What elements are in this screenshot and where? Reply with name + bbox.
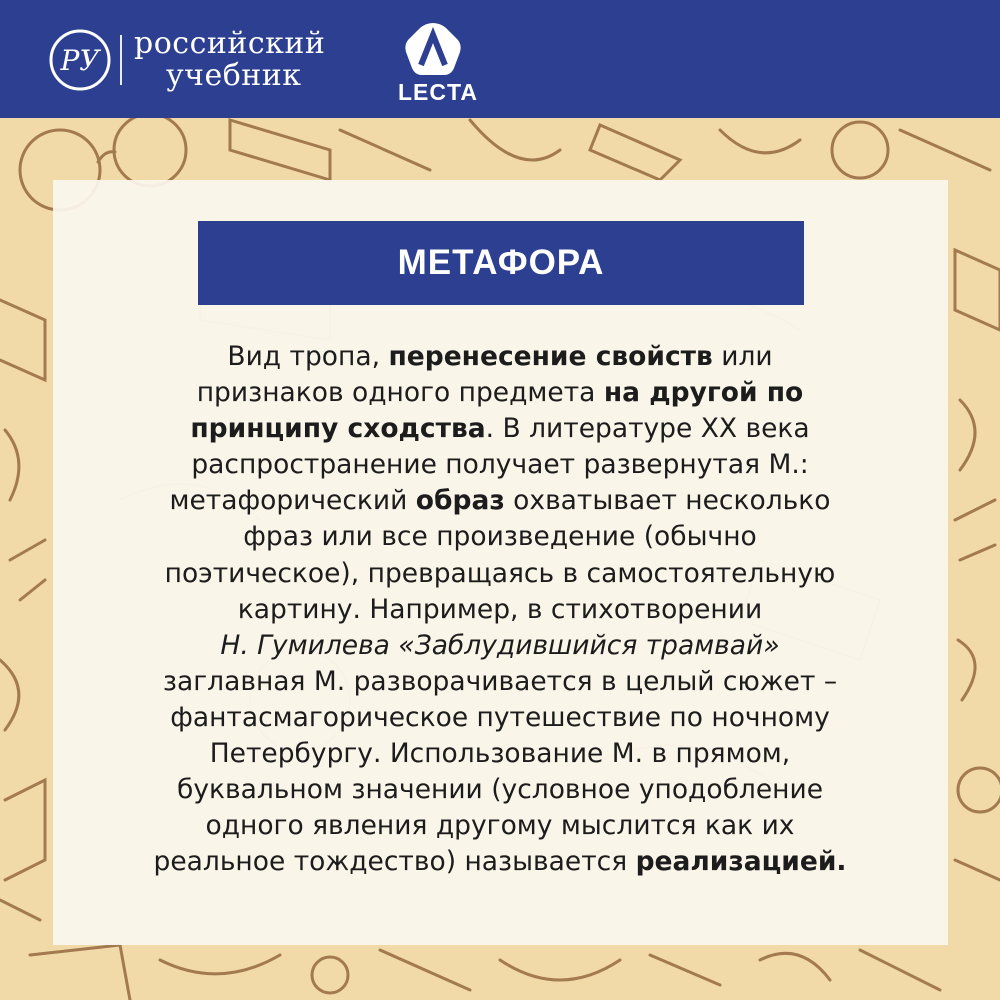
bold-term: на другой по bbox=[603, 377, 804, 409]
text-line-15 bbox=[90, 844, 910, 880]
brand-line-2: учебник bbox=[166, 58, 302, 93]
text-segment: метафорический bbox=[169, 485, 416, 517]
text-line-3 bbox=[90, 411, 910, 447]
text-line-7: поэтическое), превращаясь в самостоятельную bbox=[164, 557, 836, 589]
text-line-1 bbox=[90, 339, 910, 375]
brand-name bbox=[134, 28, 325, 92]
text-line-8: картину. Например, в стихотворении bbox=[237, 593, 763, 625]
text-line-13: буквальном значении (условное уподобление bbox=[176, 774, 824, 806]
brand-line-1: российский bbox=[134, 26, 326, 61]
text-line-14: одного явления другому мыслится как их bbox=[205, 810, 795, 842]
text-line-4: распространение получает развернутая М.: bbox=[191, 449, 809, 481]
bold-term: реализацией. bbox=[635, 846, 847, 878]
bold-term: принципу сходства bbox=[190, 413, 486, 445]
bold-term: перенесение свойств bbox=[388, 341, 713, 372]
text-segment: . В литературе XX века bbox=[485, 413, 810, 445]
text-line-5 bbox=[90, 483, 910, 519]
russian-textbook-brand[interactable] bbox=[48, 28, 325, 92]
term-title: МЕТАФОРА bbox=[198, 221, 804, 305]
lecta-brand[interactable] bbox=[398, 20, 478, 105]
text-segment: охватывает несколько bbox=[504, 485, 831, 517]
text-segment: Вид тропа, bbox=[227, 341, 389, 372]
text-segment: реальное тождество) называется bbox=[153, 846, 636, 878]
text-segment: или bbox=[712, 341, 773, 372]
text-line-12: Петербургу. Использование М. в прямом, bbox=[209, 738, 791, 770]
lecta-label: LECTA bbox=[398, 79, 478, 105]
ru-logo-letters: РУ bbox=[60, 44, 100, 77]
brand-divider bbox=[120, 35, 122, 85]
lecta-logo-icon bbox=[402, 20, 464, 78]
text-line-11: фантасмагорическое путешествие по ночному bbox=[170, 701, 830, 733]
definition-text bbox=[90, 339, 910, 880]
text-line-2 bbox=[90, 375, 910, 411]
bold-term: образ bbox=[415, 485, 505, 517]
text-line-9 bbox=[90, 628, 910, 664]
text-line-10: заглавная М. разворачивается в целый сюжет – bbox=[162, 665, 838, 697]
text-segment: признаков одного предмета bbox=[196, 377, 604, 409]
header-bar bbox=[0, 0, 1000, 118]
ru-logo-icon bbox=[48, 28, 112, 92]
italic-citation: Н. Гумилева «Заблудившийся трамвай» bbox=[220, 629, 780, 661]
text-line-6: фраз или все произведение (обычно bbox=[243, 521, 757, 553]
